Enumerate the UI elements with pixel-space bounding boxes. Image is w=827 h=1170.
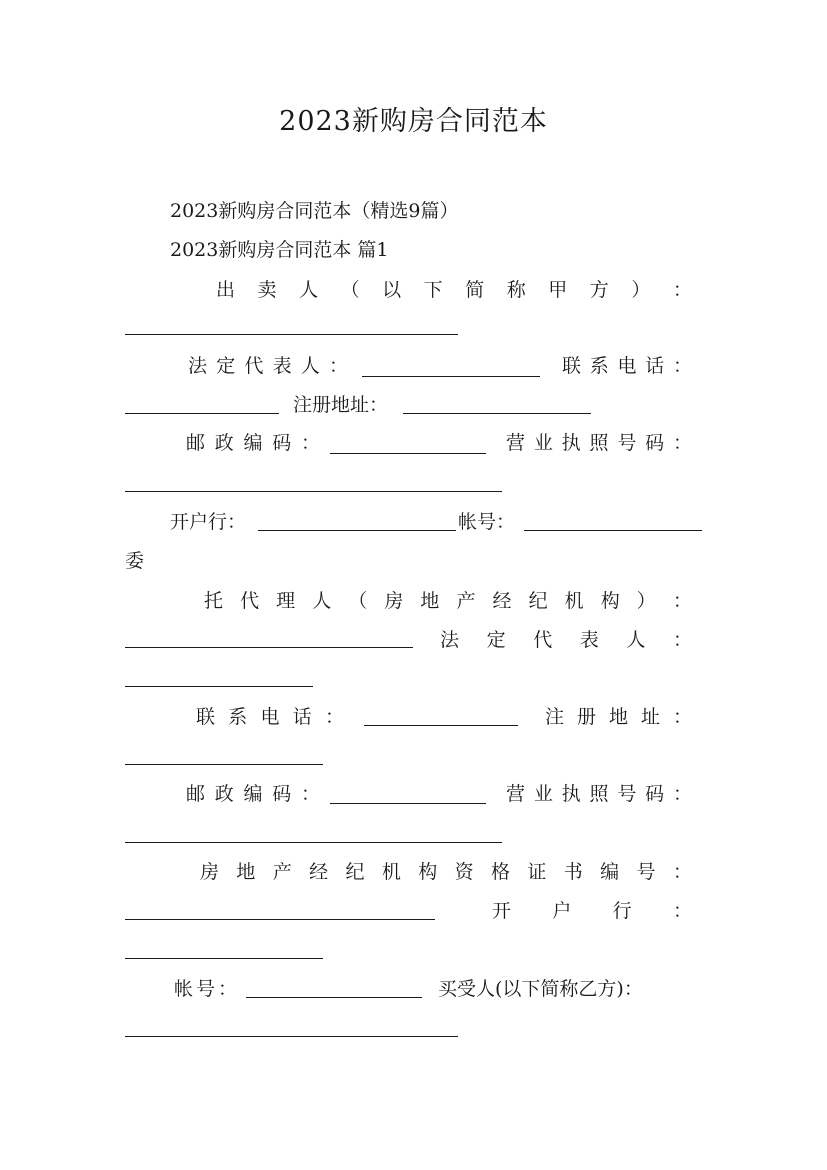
label-char: 产 (272, 861, 292, 883)
label-char: 方 (589, 279, 609, 301)
label-char: ： (672, 783, 692, 805)
label-char: ： (672, 279, 692, 301)
label-char: 人 (626, 629, 646, 651)
agent-cert-blank (125, 919, 435, 920)
buyer-name-blank (125, 1036, 458, 1037)
agent-account-label: 帐号： (174, 978, 241, 1000)
label-char: 房 (384, 590, 404, 612)
agent-label (204, 589, 692, 613)
agent-legal-rep-label (440, 628, 692, 652)
label-char: ： (324, 706, 344, 728)
agent-phone-blank (364, 725, 518, 726)
label-char: 经 (492, 590, 512, 612)
agent-license-label (506, 782, 692, 806)
label-char: ： (328, 355, 348, 377)
label-char: 注 (545, 706, 565, 728)
label-char: 理 (276, 590, 296, 612)
label-char: 电 (617, 355, 637, 377)
label-char: 系 (228, 706, 248, 728)
seller-postcode-label (186, 431, 320, 455)
label-char: 卖 (257, 279, 277, 301)
label-char: 编 (243, 783, 263, 805)
agent-legal-rep-blank (125, 686, 313, 687)
label-char: 码 (645, 432, 665, 454)
agent-postcode-blank (330, 803, 486, 804)
seller-legal-rep-label (188, 354, 348, 378)
label-char: 机 (564, 590, 584, 612)
label-char: 定 (486, 629, 506, 651)
label-char: 营 (506, 432, 526, 454)
label-char: ） (636, 590, 656, 612)
seller-label (216, 278, 692, 302)
label-char: 法 (440, 629, 460, 651)
label-char: 人 (300, 355, 320, 377)
buyer-label: 买受人(以下简称乙方)： (438, 978, 643, 1000)
label-char: 号 (617, 783, 637, 805)
label-char: 业 (533, 783, 553, 805)
label-char: 称 (506, 279, 526, 301)
label-char: 地 (236, 861, 256, 883)
label-char: 号 (636, 861, 656, 883)
label-char: 号 (617, 432, 637, 454)
label-char: ： (672, 590, 692, 612)
label-char: 照 (589, 432, 609, 454)
label-char: 联 (562, 355, 582, 377)
seller-phone-label (562, 354, 692, 378)
label-char: 表 (272, 355, 292, 377)
label-char: 联 (196, 706, 216, 728)
section-heading: 2023新购房合同范本 篇1 (170, 239, 389, 261)
label-char: 甲 (548, 279, 568, 301)
agent-bank-blank (125, 958, 323, 959)
agent-name-blank (125, 647, 413, 648)
seller-address-label: 注册地址： (293, 394, 389, 416)
label-char: ： (672, 706, 692, 728)
seller-license-blank (125, 491, 502, 492)
label-char: 政 (214, 783, 234, 805)
label-char: 代 (533, 629, 553, 651)
label-char: （ (340, 279, 360, 301)
label-char: ： (672, 900, 692, 922)
label-char: 定 (216, 355, 236, 377)
label-char: 地 (420, 590, 440, 612)
label-char: 证 (527, 861, 547, 883)
agent-phone-label (196, 705, 344, 729)
label-char: 托 (204, 590, 224, 612)
label-char: 政 (214, 432, 234, 454)
label-char: ： (672, 629, 692, 651)
label-char: 产 (456, 590, 476, 612)
label-char: 册 (576, 706, 596, 728)
label-char: 执 (561, 432, 581, 454)
label-char: 执 (561, 783, 581, 805)
agent-address-label (545, 705, 692, 729)
seller-bank-blank (258, 530, 456, 531)
label-char: 编 (243, 432, 263, 454)
label-char: 构 (418, 861, 438, 883)
label-char: 户 (552, 900, 572, 922)
seller-account-blank (524, 530, 702, 531)
label-char: 营 (506, 783, 526, 805)
label-char: 纪 (345, 861, 365, 883)
label-char: 码 (645, 783, 665, 805)
seller-postcode-blank (330, 453, 486, 454)
label-char: 码 (272, 432, 292, 454)
label-char: 码 (272, 783, 292, 805)
label-char: （ (348, 590, 368, 612)
label-char: 格 (491, 861, 511, 883)
seller-license-label (506, 431, 692, 455)
label-char: ： (672, 355, 692, 377)
label-char: 系 (589, 355, 609, 377)
label-char: 代 (240, 590, 260, 612)
agent-postcode-label (186, 782, 320, 806)
label-char: 开 (492, 900, 512, 922)
label-char: 纪 (528, 590, 548, 612)
agent-license-blank (125, 842, 502, 843)
label-char: ： (672, 432, 692, 454)
label-char: ： (300, 783, 320, 805)
label-char: 行 (612, 900, 632, 922)
seller-address-blank (403, 413, 591, 414)
label-char: 经 (309, 861, 329, 883)
label-char: 照 (589, 783, 609, 805)
agent-address-blank (125, 764, 323, 765)
label-char: 址 (640, 706, 660, 728)
label-char: ： (672, 861, 692, 883)
document-title: 2023新购房合同范本 (279, 106, 548, 137)
label-char: 电 (260, 706, 280, 728)
label-char: ） (631, 279, 651, 301)
label-char: 人 (312, 590, 332, 612)
agent-cert-label (200, 860, 692, 884)
label-char: 代 (244, 355, 264, 377)
agent-account-blank (246, 997, 422, 998)
label-char: 话 (292, 706, 312, 728)
label-char: 邮 (186, 783, 206, 805)
agent-bank-label (492, 899, 692, 923)
label-char: 出 (216, 279, 236, 301)
seller-name-blank (125, 334, 458, 335)
label-char: 编 (600, 861, 620, 883)
label-char: 以 (382, 279, 402, 301)
seller-bank-label: 开户行： (170, 511, 247, 533)
subtitle: 2023新购房合同范本（精选9篇） (170, 200, 459, 222)
wrap-char: 委 (125, 550, 145, 572)
seller-account-label: 帐号： (458, 511, 516, 533)
label-char: 业 (533, 432, 553, 454)
label-char: 构 (600, 590, 620, 612)
label-char: 地 (608, 706, 628, 728)
seller-phone-blank (125, 413, 279, 414)
label-char: 简 (465, 279, 485, 301)
label-char: 人 (299, 279, 319, 301)
label-char: 邮 (186, 432, 206, 454)
label-char: 下 (423, 279, 443, 301)
label-char: 机 (381, 861, 401, 883)
label-char: 房 (200, 861, 220, 883)
seller-legal-rep-blank (362, 376, 540, 377)
label-char: 资 (454, 861, 474, 883)
label-char: 书 (563, 861, 583, 883)
label-char: 法 (188, 355, 208, 377)
label-char: ： (300, 432, 320, 454)
label-char: 表 (579, 629, 599, 651)
label-char: 话 (645, 355, 665, 377)
